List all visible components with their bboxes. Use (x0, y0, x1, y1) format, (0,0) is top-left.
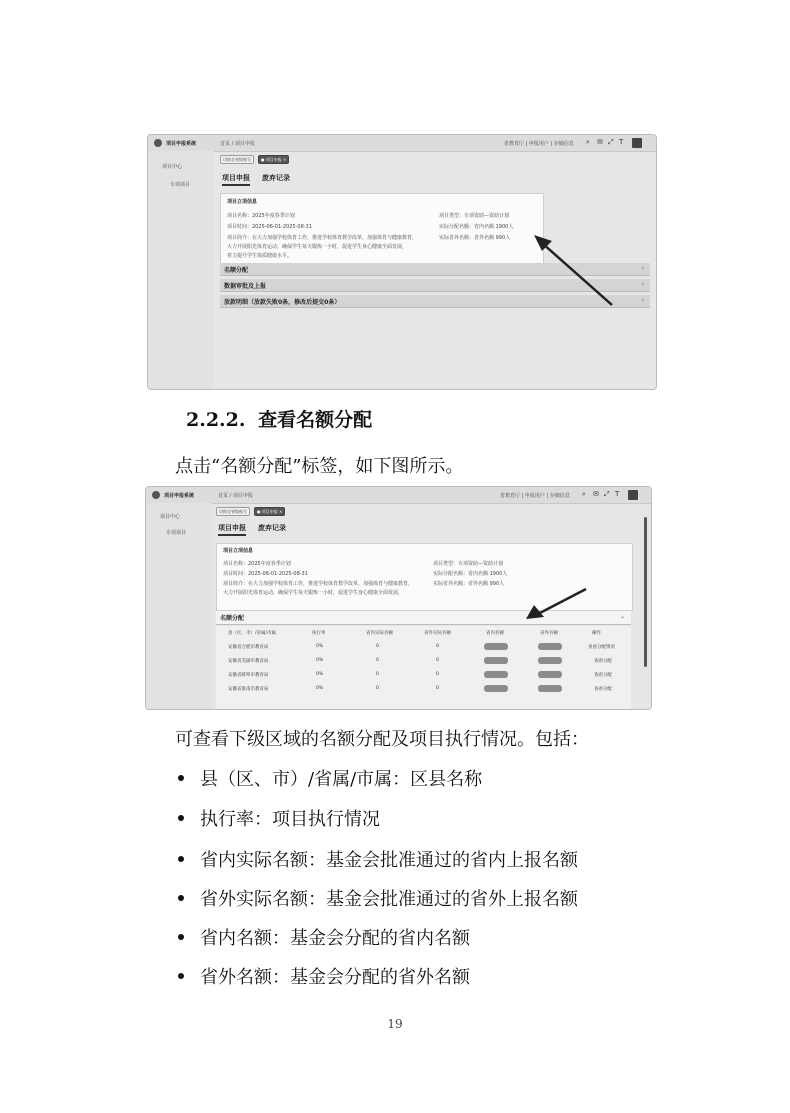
card-title: 项目立项信息 (227, 199, 258, 205)
table-cell: 0% (316, 672, 324, 677)
view-allocation-link[interactable]: 查看分配情况 (588, 645, 615, 650)
table-cell: 0 (376, 658, 379, 663)
field-project-desc-1: 项目简介：在大力加强学校体育工作，推进学校体育教学改革，加强体育与健康教育， (223, 581, 414, 587)
switch-account-tag[interactable]: 切换至省级账号 (220, 155, 254, 164)
field-quota-outer: 实际省外名额：省外名额 990人 (439, 235, 511, 241)
pointer-arrow-icon (528, 231, 618, 311)
field-project-type: 项目类型：专项资助—资助计划 (439, 213, 510, 219)
quota-allocation-label: 名额分配 (224, 267, 249, 274)
table-cell: 0% (316, 658, 324, 663)
redacted-cell (538, 685, 562, 692)
bullet-icon (178, 856, 184, 862)
table-cell: 0 (376, 672, 379, 677)
pointer-arrow-icon (522, 583, 592, 623)
tab-project-apply[interactable]: 项目申报 (218, 523, 246, 536)
field-project-name: 项目名称：2025年度春季计划 (223, 561, 291, 567)
table-row: 安徽省淮南市教育局 (228, 687, 269, 692)
quota-allocation-label: 名额分配 (220, 615, 245, 622)
table-cell: 0% (316, 644, 324, 649)
redacted-cell (538, 657, 562, 664)
project-info-card (220, 193, 544, 265)
field-quota-inner: 实际分配名额：省内名额 1900人 (433, 571, 508, 577)
font-size-icon[interactable]: T (619, 138, 624, 146)
tab-project-apply[interactable]: 项目申报 (222, 173, 250, 186)
chevron-right-icon: › (641, 297, 644, 304)
table-header: 省外名额 (540, 631, 558, 636)
app-title: 项目申报系统 (164, 493, 195, 499)
list-item-text: 执行率：项目执行情况 (200, 809, 380, 830)
summary-text: 可查看下级区域的名额分配及项目执行情况。包括： (175, 729, 589, 750)
field-quota-inner: 实际分配名额：省内名额 1900人 (439, 224, 514, 230)
sidebar (148, 151, 214, 389)
table-header: 省内实际名额 (366, 631, 393, 636)
view-allocation-link[interactable]: 查看分配 (594, 673, 612, 678)
list-item (178, 765, 482, 791)
list-item-text: 县（区、市）/省属/市属：区县名称 (200, 769, 483, 790)
list-item-text: 省外名额：基金会分配的省外名额 (200, 967, 470, 988)
app-logo-icon (154, 139, 162, 147)
app-topbar (148, 135, 656, 152)
scrollbar[interactable] (644, 517, 647, 667)
user-info[interactable]: 省教育厅 | 申报用户 | 存储信息 (500, 493, 570, 499)
table-header: 执行率 (312, 631, 326, 636)
table-cell: 0% (316, 686, 324, 691)
redacted-cell (538, 671, 562, 678)
table-row: 安徽省蚌埠市教育局 (228, 673, 269, 678)
tab-discard-records[interactable]: 废弃记录 (258, 524, 286, 532)
data-approval-label: 数据审批及上报 (224, 283, 267, 290)
loan-detail-label: 放款明细（放款失败0条，修改后提交0条） (224, 299, 341, 306)
section-number: 2.2.2. (186, 409, 246, 431)
field-project-desc-1: 项目简介：在大力加强学校体育工作，推进学校体育教学改革，加强体育与健康教育， (227, 235, 418, 241)
table-header: 省外实际名额 (424, 631, 451, 636)
chevron-right-icon: › (641, 265, 644, 272)
sidebar-item-project-center[interactable]: 项目中心 (160, 514, 181, 520)
view-allocation-link[interactable]: 查看分配 (594, 687, 612, 692)
breadcrumb[interactable]: 首页 / 项目申报 (218, 493, 253, 499)
table-cell: 0 (436, 658, 439, 663)
field-project-desc-2: 大力开展阳光体育运动，确保学生每天锻炼一小时，促进学生身心健康全面发展， (227, 244, 408, 250)
avatar[interactable] (632, 138, 642, 148)
redacted-cell (484, 643, 508, 650)
section-heading (186, 405, 372, 432)
bullet-icon (178, 895, 184, 901)
field-project-time: 项目时间：2025-06-01-2025-08-31 (223, 571, 308, 577)
search-icon[interactable]: ⌕ (586, 138, 590, 146)
redacted-cell (484, 685, 508, 692)
bullet-icon (178, 815, 184, 821)
expand-icon[interactable]: ⤢ (604, 490, 610, 498)
view-allocation-link[interactable]: 查看分配 (594, 659, 612, 664)
list-item (178, 885, 578, 911)
table-header: 操作 (592, 631, 601, 636)
table-cell: 0 (376, 686, 379, 691)
list-item (178, 846, 578, 872)
table-header: 县（区、市）/省属/市属 (228, 631, 277, 636)
field-project-name: 项目名称：2025年度春季计划 (227, 213, 295, 219)
app-logo-icon (152, 491, 160, 499)
bullet-icon (178, 775, 184, 781)
mail-icon[interactable]: ✉ (593, 490, 599, 498)
table-row: 安徽省合肥市教育局 (228, 645, 269, 650)
redacted-cell (484, 657, 508, 664)
table-cell: 0 (436, 686, 439, 691)
sidebar-item-special[interactable]: 专项项目 (166, 530, 187, 536)
switch-account-tag[interactable]: 切换至省级账号 (216, 507, 250, 516)
app-title: 项目申报系统 (166, 141, 197, 147)
table-header: 省内名额 (486, 631, 504, 636)
field-project-desc-3: 着力提升学生体质健康水平。 (227, 253, 293, 259)
screenshot-project-info (147, 134, 657, 390)
bullet-icon (178, 973, 184, 979)
sidebar-item-special[interactable]: 专项项目 (170, 182, 191, 188)
project-tab-tag[interactable]: ● 项目申报 × (258, 155, 289, 164)
field-project-time: 项目时间：2025-06-01-2025-08-31 (227, 224, 312, 230)
mail-icon[interactable]: ✉ (597, 138, 603, 146)
screenshot-quota-allocation (145, 486, 652, 710)
bullet-icon (178, 934, 184, 940)
field-quota-outer: 实际省外名额：省外名额 990人 (433, 581, 505, 587)
field-project-type: 项目类型：专项资助—资助计划 (433, 561, 504, 567)
intro-text: 点击“名额分配”标签，如下图所示。 (175, 456, 464, 477)
table-cell: 0 (376, 644, 379, 649)
list-item-text: 省内名额：基金会分配的省内名额 (200, 928, 470, 949)
quota-table (216, 626, 631, 709)
sidebar-item-project-center[interactable]: 项目中心 (162, 164, 183, 170)
chevron-right-icon: › (641, 281, 644, 288)
list-item (178, 924, 470, 950)
avatar[interactable] (628, 490, 638, 500)
table-cell: 0 (436, 672, 439, 677)
breadcrumb[interactable]: 首页 / 项目申报 (220, 141, 255, 147)
font-size-icon[interactable]: T (615, 490, 620, 498)
table-cell: 0 (436, 644, 439, 649)
app-topbar (146, 487, 651, 504)
search-icon[interactable]: ⌕ (582, 490, 586, 498)
user-info[interactable]: 省教育厅 | 申报用户 | 存储信息 (504, 141, 574, 147)
section-title: 查看名额分配 (258, 409, 373, 431)
page-number: 19 (387, 1017, 403, 1031)
redacted-cell (484, 671, 508, 678)
list-item-text: 省内实际名额：基金会批准通过的省内上报名额 (200, 850, 578, 871)
redacted-cell (538, 643, 562, 650)
list-item (178, 805, 380, 831)
card-title: 项目立项信息 (223, 548, 254, 554)
chevron-down-icon: ⌄ (619, 613, 625, 620)
list-item-text: 省外实际名额：基金会批准通过的省外上报名额 (200, 889, 578, 910)
tab-discard-records[interactable]: 废弃记录 (262, 174, 290, 182)
field-project-desc-2: 大力开展阳光体育运动，确保学生每天锻炼一小时，促进学生身心健康全面发展， (223, 590, 404, 596)
list-item (178, 963, 470, 989)
project-tab-tag[interactable]: ● 项目申报 × (254, 507, 285, 516)
table-row: 安徽省芜湖市教育局 (228, 659, 269, 664)
expand-icon[interactable]: ⤢ (608, 138, 614, 146)
sidebar (146, 503, 212, 709)
